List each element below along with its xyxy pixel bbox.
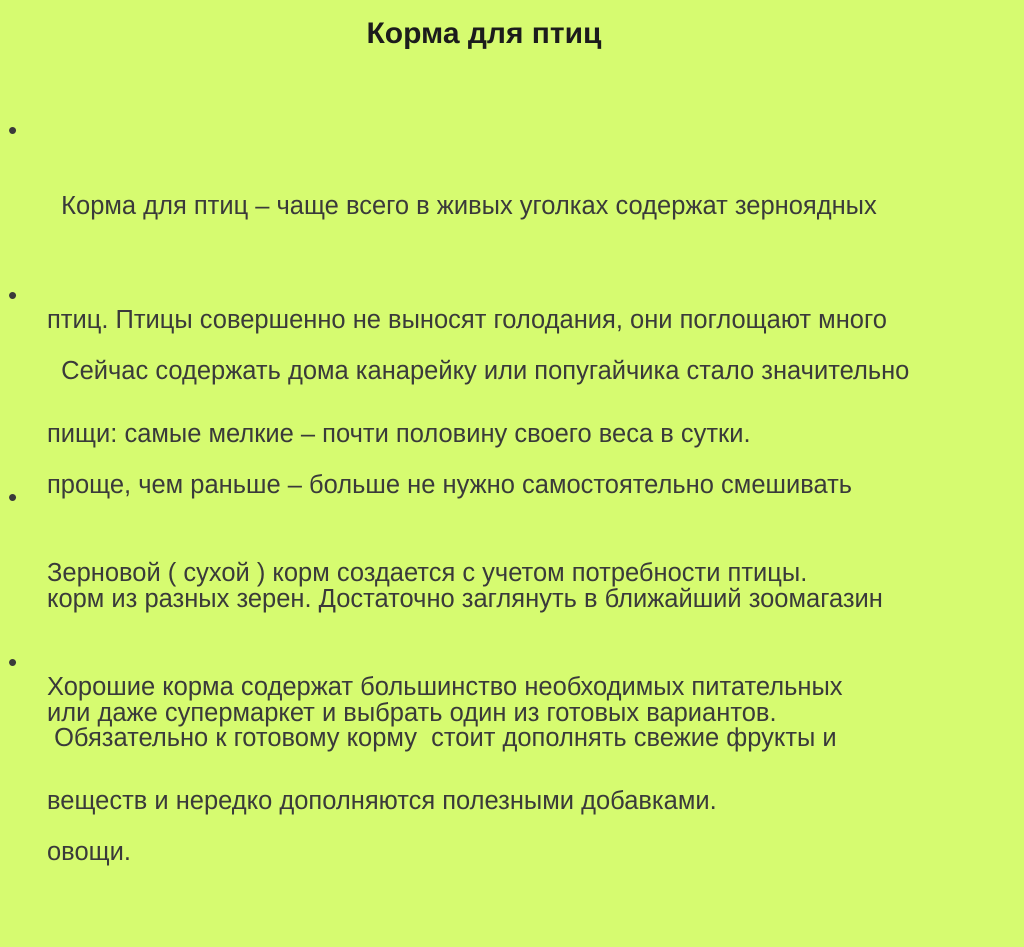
bullet-dot: • (8, 280, 18, 310)
bullet-dot: • (8, 482, 18, 512)
bullet-line: Сейчас содержать дома канарейку или попугайчика стало значительно (47, 357, 910, 385)
bullet-line: Обязательно к готовому корму стоит дополнять свежие фрукты и (47, 724, 837, 752)
bullet-line: птиц. Птицы совершенно не выносят голодания, они поглощают много (47, 306, 887, 334)
bullet-dot: • (8, 647, 18, 677)
bullet-line: пищи: самые мелкие – почти половину своего веса в сутки. (47, 420, 751, 448)
bullet-line: веществ и нередко дополняются полезными добавками. (47, 787, 717, 815)
bullet-line: проще, чем раньше – больше не нужно самостоятельно смешивать (47, 471, 853, 499)
bullet-line: корм из разных зерен. Достаточно заглянуть в ближайший зоомагазин (47, 585, 883, 613)
bullet-dot: • (8, 115, 18, 145)
bullet-line: овощи. (47, 838, 131, 866)
slide-title: Корма для птиц (366, 17, 602, 50)
bullet-line: Корма для птиц – чаще всего в живых уголках содержат зерноядных (47, 192, 877, 220)
bullet-text (47, 643, 1009, 947)
bullet-line: Хорошие корма содержат большинство необходимых питательных (47, 673, 843, 701)
bullet-line: или даже супермаркет и выбрать один из готовых вариантов. (47, 699, 777, 727)
bullet-line: Зерновой ( сухой ) корм создается с учетом потребности птицы. (47, 559, 808, 587)
